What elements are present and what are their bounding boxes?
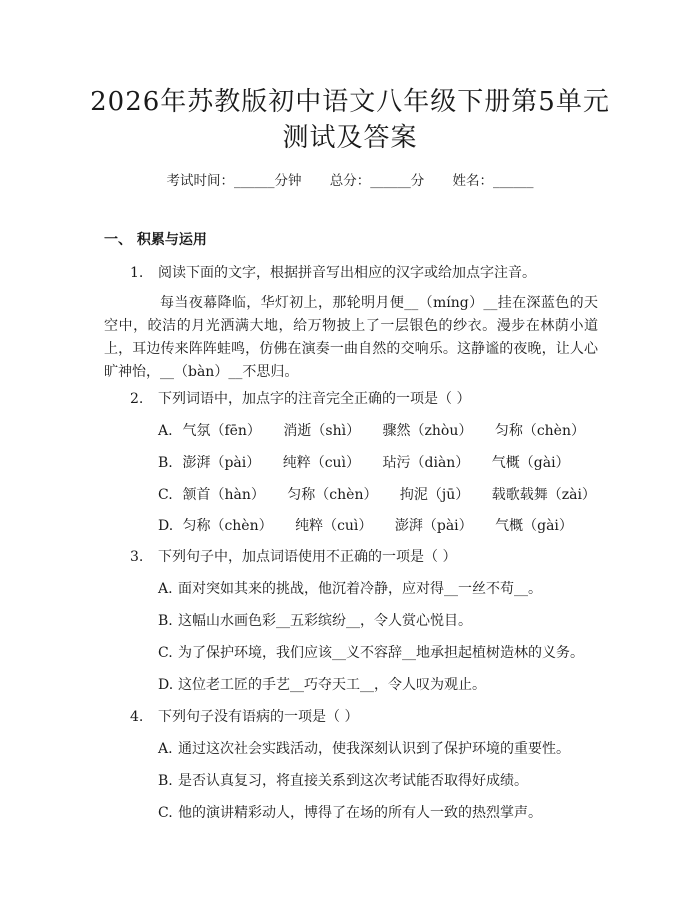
option-word: 气概（gài） [491, 455, 570, 471]
option-word: 澎湃（pài） [182, 455, 261, 471]
option-letter: B. [158, 613, 173, 629]
name-field: 姓名：______ [452, 173, 534, 189]
question-text: 下列句子没有语病的一项是（ ） [158, 709, 359, 725]
question-text: 阅读下面的文字，根据拼音写出相应的汉字或给加点字注音。 [158, 265, 536, 281]
option-text: 为了保护环境，我们应该__义不容辞__地承担起植树造林的义务。 [178, 645, 584, 661]
page-title-line1: 2026年苏教版初中语文八年级下册第5单元 [90, 87, 610, 117]
option-letter: A. [158, 741, 173, 757]
total-score-field: 总分：______分 [329, 173, 425, 189]
option-c [158, 484, 614, 504]
option-text: 通过这次社会实践活动，使我深刻认识到了保护环境的重要性。 [178, 741, 570, 757]
option-text: 他的演讲精彩动人，博得了在场的所有人一致的热烈掌声。 [178, 805, 542, 821]
option-letter: D. [158, 677, 174, 693]
option-text: 面对突如其来的挑战，他沉着冷静，应对得__一丝不苟__。 [178, 581, 542, 597]
option-c [158, 802, 542, 822]
question-text: 下列词语中，加点字的注音完全正确的一项是（ ） [158, 391, 471, 407]
option-word: 消逝（shì） [283, 423, 361, 439]
question-3 [130, 546, 456, 566]
option-word: 骤然（zhòu） [382, 423, 473, 439]
option-word: 载歌载舞（zài） [491, 487, 596, 503]
question-1 [130, 262, 536, 282]
option-letter: A. [158, 423, 173, 439]
option-word: 纯粹（cuì） [282, 455, 361, 471]
option-letter: A. [158, 581, 173, 597]
option-letter: C. [158, 645, 173, 661]
exam-time-field: 考试时间：______分钟 [166, 173, 302, 189]
option-b [158, 452, 588, 472]
option-word: 匀称（chèn） [287, 487, 378, 503]
option-b [158, 770, 528, 790]
option-text: 这位老工匠的手艺__巧夺天工__，令人叹为观止。 [178, 677, 486, 693]
question-text: 下列句子中，加点词语使用不正确的一项是（ ） [158, 549, 457, 565]
question-4 [130, 706, 358, 726]
page-title-line2: 测试及答案 [282, 123, 418, 153]
option-letter: B. [158, 455, 173, 471]
option-word: 澎湃（pài） [394, 518, 473, 534]
option-text: 这幅山水画色彩__五彩缤纷__，令人赏心悦目。 [178, 613, 472, 629]
question-number: 1. [130, 265, 144, 281]
option-word: 颔首（hàn） [182, 487, 265, 503]
option-d [158, 674, 486, 694]
option-letter: D. [158, 518, 174, 534]
option-a [158, 420, 603, 440]
question-number: 4. [130, 709, 144, 725]
option-a [158, 578, 542, 598]
question-number: 3. [130, 549, 144, 565]
question-number: 2. [130, 391, 144, 407]
option-word: 纯粹（cuì） [295, 518, 373, 534]
reading-passage: 每当夜幕降临，华灯初上，那轮明月便__（míng）__挂在深蓝色的天空中，皎洁的月光洒满大地，给万物披上了一层银色的纱衣。漫步在林荫小道上，耳边传来阵阵蛙鸣，仿佛在演奏一曲自然的交响乐。这静谧的夜晚，让人心旷神怡，__（bàn）__不思归。 [104, 295, 598, 380]
option-letter: C. [158, 487, 173, 503]
question-2 [130, 388, 470, 408]
option-word: 拘泥（jū） [399, 487, 470, 503]
option-c [158, 642, 584, 662]
option-d [158, 515, 591, 535]
exam-meta [0, 169, 700, 189]
option-a [158, 738, 570, 758]
option-letter: C. [158, 805, 173, 821]
option-text: 是否认真复习，将直接关系到这次考试能否取得好成绩。 [178, 773, 528, 789]
option-word: 匀称（chèn） [182, 518, 273, 534]
option-word: 气概（gài） [495, 518, 573, 534]
option-b [158, 610, 472, 630]
option-word: 气氛（fēn） [182, 423, 261, 439]
section-heading: 一、 积累与运用 [104, 232, 207, 248]
option-word: 匀称（chèn） [494, 423, 585, 439]
option-letter: B. [158, 773, 173, 789]
option-word: 玷污（diàn） [382, 455, 470, 471]
